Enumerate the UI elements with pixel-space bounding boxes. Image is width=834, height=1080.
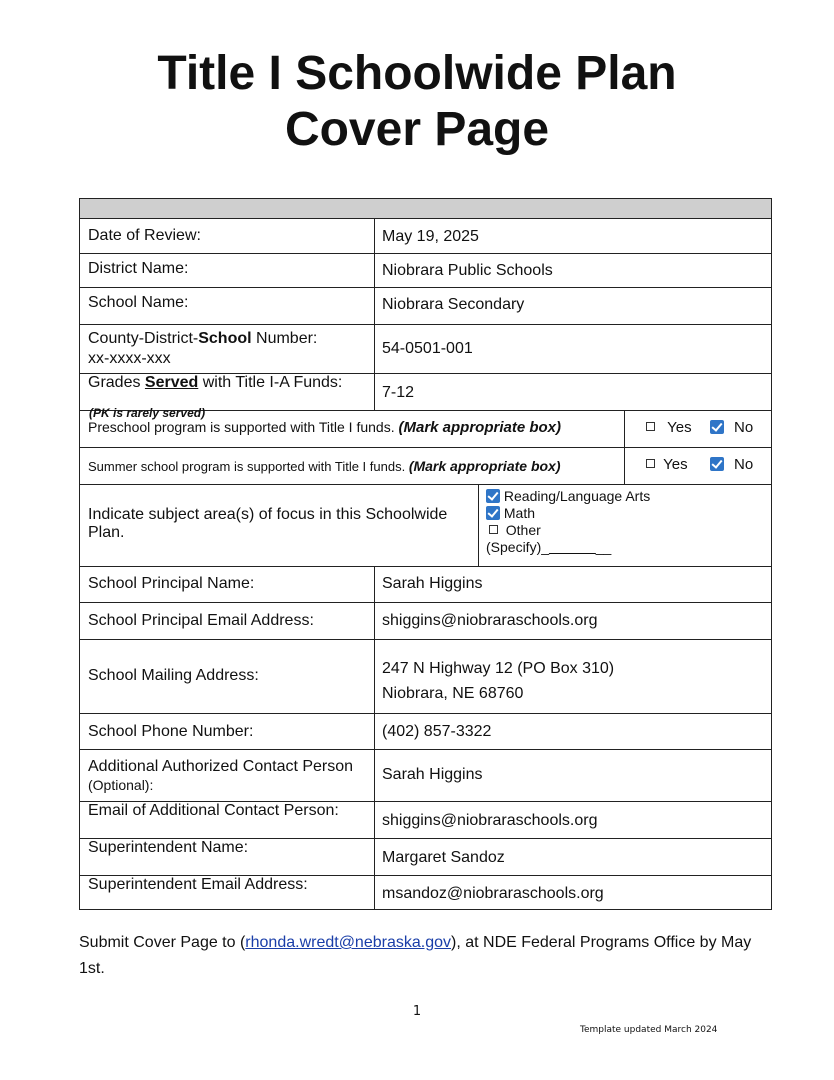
label-school-number [80,325,374,373]
math-checkbox[interactable] [486,506,500,520]
value-principal-email[interactable]: shiggins@niobraraschools.org [382,612,598,629]
label-part-bold: School [198,330,252,347]
row-grades-served [80,373,771,420]
label-part: County-District- [88,330,199,347]
label-part-bold: (Mark appropriate box) [398,419,562,436]
value-date-of-review[interactable]: May 19, 2025 [382,228,479,245]
preschool-no-checkbox[interactable] [710,420,724,434]
value-superintendent-email[interactable]: msandoz@niobraraschools.org [382,885,604,902]
submission-email-link[interactable]: rhonda.wredt@nebraska.gov [245,934,451,951]
specify-label: (Specify)_ [486,539,550,555]
number-format-hint: xx-xxxx-xxx [88,350,171,367]
summer-yes-checkbox[interactable] [646,459,655,468]
label-part: with Title I-A Funds: [198,374,343,391]
math-label: Math [503,505,536,521]
label-principal-name: School Principal Name: [88,575,255,592]
value-additional-contact[interactable]: Sarah Higgins [382,766,483,783]
label-phone-number: School Phone Number: [88,723,254,740]
subject-options [478,485,771,566]
label-subject-areas: Indicate subject area(s) of focus in this Schoolwide Plan. [88,506,448,541]
row-superintendent-name [80,838,771,875]
label-district-name: District Name: [88,260,189,277]
summer-no-label: No [734,456,754,473]
row-school-name [80,287,771,324]
preschool-yes-label: Yes [667,419,692,436]
value-district-name[interactable]: Niobrara Public Schools [382,262,553,279]
row-district-name [80,253,771,287]
footer-text: Submit Cover Page to ( [79,934,246,951]
value-mailing-address[interactable] [374,640,771,713]
row-principal-name [80,566,771,602]
other-checkbox[interactable] [489,525,498,534]
preschool-yes-checkbox[interactable] [646,422,655,431]
label-principal-email: School Principal Email Address: [88,612,314,629]
preschool-options [624,411,771,447]
footer-text: ), at NDE Federal Programs Office by May 1st. [79,934,752,977]
label-part-bold: (Mark appropriate box) [408,458,561,474]
label-part: Additional Authorized Contact Person [88,758,354,775]
page-title [0,46,834,158]
title-line-2: Cover Page [284,103,550,156]
summer-no-checkbox[interactable] [710,457,724,471]
label-summer-program [80,448,624,484]
cover-page-form [79,198,772,910]
row-additional-contact [80,749,771,801]
row-subject-areas [80,484,771,566]
row-mailing-address [80,639,771,713]
title-line-1: Title I Schoolwide Plan [157,47,677,100]
label-grades-served [80,374,374,410]
label-superintendent-name: Superintendent Name: [88,839,249,856]
row-date-of-review [80,218,771,253]
mailing-line-2: Niobrara, NE 68760 [382,685,524,702]
mailing-line-1: 247 N Highway 12 (PO Box 310) [382,660,615,677]
value-phone-number[interactable]: (402) 857-3322 [382,723,492,740]
row-school-number [80,324,771,373]
preschool-no-label: No [734,419,754,436]
value-contact-email[interactable]: shiggins@niobraraschools.org [382,812,598,829]
label-part-bold: Served [144,374,199,391]
optional-note: (Optional): [88,777,154,793]
row-phone-number [80,713,771,749]
page-number: 1 [412,1004,422,1019]
value-school-number[interactable]: 54-0501-001 [382,340,473,357]
label-mailing-address: School Mailing Address: [88,667,259,684]
template-updated-note: Template updated March 2024 [580,1025,718,1035]
row-contact-email [80,801,771,838]
label-contact-email: Email of Additional Contact Person: [88,802,339,819]
label-part: Number: [251,330,318,347]
row-summer-program [80,447,771,484]
label-date-of-review: Date of Review: [88,227,201,244]
value-principal-name[interactable]: Sarah Higgins [382,575,483,592]
reading-label: Reading/Language Arts [503,488,651,504]
label-part: Grades [88,374,145,391]
specify-field[interactable]: ______ [549,539,596,555]
label-school-name: School Name: [88,294,189,311]
row-principal-email [80,602,771,639]
value-school-name[interactable]: Niobrara Secondary [382,296,525,313]
other-label: Other [505,522,541,538]
label-additional-contact [80,750,374,801]
reading-checkbox[interactable] [486,489,500,503]
specify-tail: __ [595,539,612,555]
value-grades-served[interactable]: 7-12 [382,384,415,401]
form-header-band [80,199,771,218]
label-part: Preschool program is supported with Title I funds. [88,419,399,435]
value-superintendent-name[interactable]: Margaret Sandoz [382,849,505,866]
row-superintendent-email [80,875,771,909]
label-superintendent-email: Superintendent Email Address: [88,876,308,893]
submit-instructions [79,930,759,982]
summer-yes-label: Yes [663,456,688,473]
pk-note: (PK is rarely served) [89,406,206,420]
summer-options [624,448,771,484]
label-part: Summer school program is supported with Title I funds. [88,459,409,474]
